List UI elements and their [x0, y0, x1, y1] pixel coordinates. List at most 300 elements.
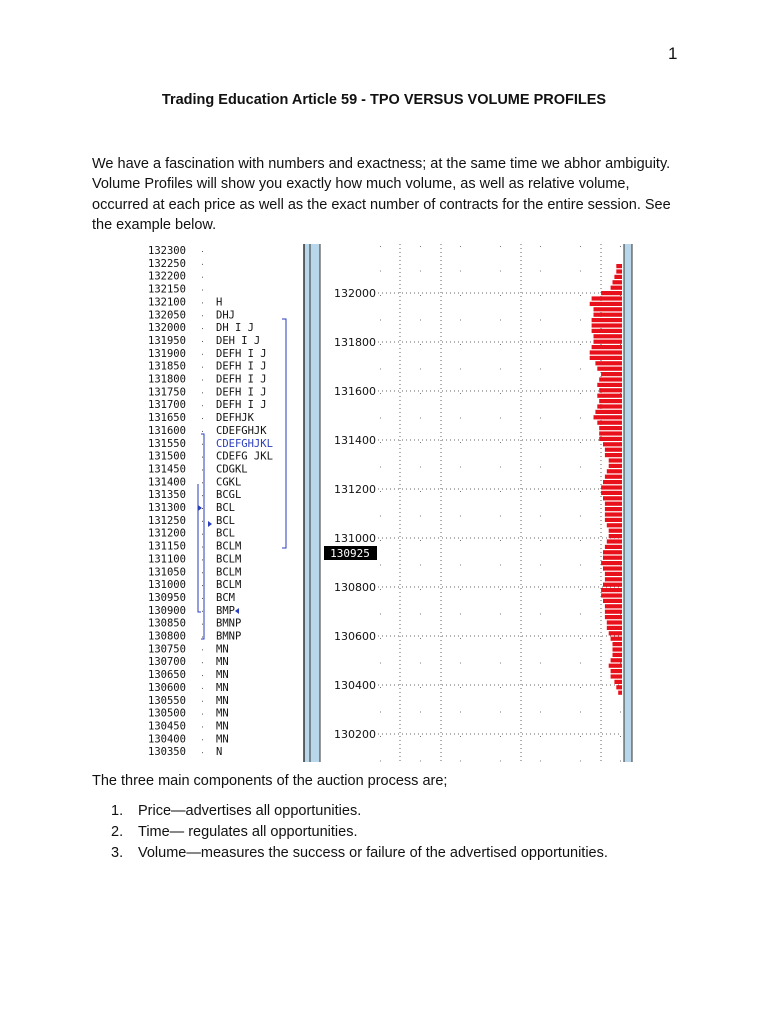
volume-bar: [597, 394, 622, 398]
axis-label: 131600: [334, 385, 376, 398]
grid-dot: [460, 736, 461, 737]
grid-dot: [420, 565, 421, 566]
grid-dot: [500, 393, 501, 394]
grid-dot: [460, 589, 461, 590]
grid-dot: [460, 614, 461, 615]
grid-dot: [460, 418, 461, 419]
volume-bar: [605, 610, 622, 614]
grid-dot: [500, 442, 501, 443]
tpo-letters: MN: [216, 707, 229, 720]
tpo-dot: [202, 714, 203, 715]
tpo-dot: [202, 508, 203, 509]
grid-dot: [380, 442, 381, 443]
volume-bar: [592, 318, 622, 322]
tpo-price: 130400: [148, 733, 186, 746]
tpo-price: 132200: [148, 270, 186, 283]
grid-dot: [620, 344, 621, 345]
axis-label: 131800: [334, 336, 376, 349]
grid-dot: [460, 393, 461, 394]
tpo-letters: BCLM: [216, 566, 242, 579]
tpo-dot: [202, 521, 203, 522]
volume-bar: [603, 442, 622, 446]
volume-bar: [592, 323, 622, 327]
volume-bar: [616, 269, 622, 273]
grid-dot: [420, 320, 421, 321]
grid-dot: [420, 516, 421, 517]
grid-dot: [380, 638, 381, 639]
tpo-price: 130950: [148, 591, 186, 604]
grid-dot: [540, 369, 541, 370]
grid-dot: [460, 442, 461, 443]
tpo-price: 132250: [148, 257, 186, 270]
volume-bar: [597, 421, 622, 425]
volume-bar: [613, 642, 623, 646]
volume-bar: [603, 556, 622, 560]
volume-bar: [597, 383, 622, 387]
grid-dot: [420, 540, 421, 541]
volume-bar: [594, 307, 623, 311]
volume-bar: [611, 637, 622, 641]
grid-dot: [500, 540, 501, 541]
volume-bar: [607, 626, 622, 630]
tpo-letters: BCLM: [216, 579, 242, 592]
tpo-price: 130350: [148, 746, 186, 759]
tpo-letters: N: [216, 746, 223, 759]
volume-bar: [599, 437, 622, 441]
tpo-dot: [202, 649, 203, 650]
tpo-dot: [202, 418, 203, 419]
volume-bar: [603, 599, 622, 603]
tpo-dot: [202, 354, 203, 355]
list-item: 2. Time— regulates all opportunities.: [111, 824, 358, 840]
grid-dot: [380, 344, 381, 345]
volume-grid: [380, 244, 621, 762]
volume-bar: [605, 448, 622, 452]
tpo-letters: DEFH I J: [216, 386, 267, 399]
tpo-dot: [202, 534, 203, 535]
grid-dot: [500, 418, 501, 419]
tpo-letters: BCLM: [216, 553, 242, 566]
tpo-price: 131650: [148, 412, 186, 425]
grid-dot: [580, 736, 581, 737]
volume-bar: [599, 426, 622, 430]
grid-dot: [540, 442, 541, 443]
grid-dot: [420, 663, 421, 664]
grid-dot: [540, 565, 541, 566]
volume-bar: [605, 475, 622, 479]
grid-dot: [420, 271, 421, 272]
volume-bar: [603, 550, 622, 554]
list-item: 3. Volume—measures the success or failure of the advertised opportunities.: [111, 845, 608, 861]
grid-dot: [500, 491, 501, 492]
tpo-dot: [202, 341, 203, 342]
grid-dot: [580, 687, 581, 688]
volume-bar: [607, 539, 622, 543]
grid-dot: [540, 712, 541, 713]
tpo-dot: [202, 457, 203, 458]
tpo-price: 131300: [148, 502, 186, 514]
volume-bar: [592, 345, 622, 349]
tpo-dot: [202, 392, 203, 393]
page-number: 1: [668, 44, 678, 63]
volume-bar: [590, 302, 622, 306]
grid-dot: [380, 540, 381, 541]
volume-bar: [609, 529, 622, 533]
grid-dot: [540, 491, 541, 492]
tpo-dot: [202, 675, 203, 676]
tpo-price: 130600: [148, 681, 186, 694]
volume-bar: [594, 334, 623, 338]
axis-label: 131200: [334, 483, 376, 496]
list-item: 1. Price—advertises all opportunities.: [111, 803, 362, 819]
volume-bar: [603, 496, 622, 500]
grid-dot: [500, 565, 501, 566]
volume-bar: [595, 410, 622, 414]
tpo-price: 130850: [148, 617, 186, 630]
tpo-price: 130450: [148, 720, 186, 733]
tpo-price: 131050: [148, 566, 186, 579]
grid-dot: [500, 761, 501, 762]
tpo-dot: [202, 431, 203, 432]
volume-bar: [618, 691, 622, 695]
grid-dot: [620, 712, 621, 713]
grid-dot: [540, 320, 541, 321]
grid-dot: [540, 467, 541, 468]
tpo-dot: [202, 585, 203, 586]
tpo-dot: [202, 547, 203, 548]
grid-dot: [580, 320, 581, 321]
grid-dot: [380, 393, 381, 394]
volume-bar: [601, 593, 622, 597]
volume-bar: [607, 523, 622, 527]
grid-dot: [420, 638, 421, 639]
volume-bar: [601, 372, 622, 376]
grid-dot: [460, 295, 461, 296]
grid-dot: [540, 687, 541, 688]
grid-dot: [580, 638, 581, 639]
grid-dot: [580, 442, 581, 443]
volume-bar: [599, 399, 622, 403]
intro-paragraph: We have a fascination with numbers and exactness; at the same time we abhor ambiguity. Volume Profiles will show you exactly how much volume, as well as relative volume, occurred at each price as well as the exact number of contracts for the entire session. See the example below.: [92, 156, 671, 233]
tpo-price: 131550: [148, 437, 186, 450]
grid-dot: [580, 467, 581, 468]
tpo-dot: [202, 277, 203, 278]
volume-bar: [603, 583, 622, 587]
volume-bar: [605, 604, 622, 608]
grid-dot: [540, 516, 541, 517]
volume-bar: [609, 464, 622, 468]
tpo-dot: [202, 662, 203, 663]
tpo-letters: BMNP: [216, 617, 242, 630]
tpo-price: 131250: [148, 514, 186, 527]
grid-dot: [460, 491, 461, 492]
period-marker: [235, 608, 239, 614]
tpo-price: 130550: [148, 694, 186, 707]
tpo-dot: [202, 380, 203, 381]
tpo-price: 130500: [148, 707, 186, 720]
grid-dot: [580, 565, 581, 566]
grid-dot: [420, 369, 421, 370]
grid-dot: [580, 393, 581, 394]
grid-dot: [620, 736, 621, 737]
grid-dot: [380, 418, 381, 419]
grid-dot: [500, 369, 501, 370]
tpo-dot: [202, 688, 203, 689]
grid-dot: [540, 344, 541, 345]
grid-dot: [460, 320, 461, 321]
volume-bar: [597, 367, 622, 371]
axis-label: 130800: [334, 581, 376, 594]
tpo-letters: DH I J: [216, 322, 254, 335]
tpo-dot: [202, 624, 203, 625]
volume-bar: [605, 545, 622, 549]
grid-dot: [540, 418, 541, 419]
volume-bar: [601, 485, 622, 489]
tpo-price: 131750: [148, 386, 186, 399]
grid-dot: [380, 320, 381, 321]
tpo-letters: DHJ: [216, 309, 235, 322]
tpo-price: 131350: [148, 489, 186, 502]
grid-dot: [420, 246, 421, 247]
grid-dot: [580, 369, 581, 370]
grid-dot: [500, 736, 501, 737]
grid-dot: [380, 712, 381, 713]
tpo-price: 132050: [148, 309, 186, 322]
grid-dot: [380, 736, 381, 737]
grid-dot: [500, 295, 501, 296]
tpo-letters: DEFH I J: [216, 373, 267, 386]
tpo-price: 132150: [148, 283, 186, 296]
tpo-price: 131400: [148, 476, 186, 489]
volume-bar: [611, 669, 622, 673]
tpo-price: 130750: [148, 643, 186, 656]
tpo-letters: BMP: [216, 604, 235, 617]
grid-dot: [620, 761, 621, 762]
tpo-letters: CDGKL: [216, 463, 248, 476]
tpo-letters: MN: [216, 669, 229, 682]
grid-dot: [380, 491, 381, 492]
tpo-letters: CGKL: [216, 476, 242, 489]
tpo-letters: BCM: [216, 591, 235, 604]
tpo-dot: [202, 444, 203, 445]
axis-strip: [304, 244, 320, 762]
grid-dot: [580, 418, 581, 419]
grid-dot: [540, 393, 541, 394]
volume-bar: [605, 507, 622, 511]
right-axis-strip: [624, 244, 632, 762]
axis-label: 131000: [334, 532, 376, 545]
tpo-letters: CDEFG JKL: [216, 450, 273, 463]
volume-bar: [613, 647, 623, 651]
grid-dot: [500, 344, 501, 345]
grid-dot: [380, 516, 381, 517]
tpo-dot: [202, 637, 203, 638]
tpo-letters: BCL: [216, 514, 235, 527]
components-lead: The three main components of the auction process are;: [92, 773, 448, 789]
grid-dot: [580, 491, 581, 492]
grid-dot: [500, 663, 501, 664]
tpo-price: 131800: [148, 373, 186, 386]
volume-bar: [601, 291, 622, 295]
tpo-price: 130650: [148, 669, 186, 682]
volume-bar: [594, 340, 623, 344]
tpo-letters: MN: [216, 720, 229, 733]
grid-dot: [460, 467, 461, 468]
tpo-price: 131000: [148, 579, 186, 592]
tpo-dot: [202, 482, 203, 483]
tpo-price: 131100: [148, 553, 186, 566]
volume-bar: [609, 664, 622, 668]
volume-bar: [605, 502, 622, 506]
volume-bar: [614, 680, 622, 684]
tpo-letters: DEFH I J: [216, 399, 267, 412]
grid-dot: [580, 761, 581, 762]
grid-dot: [500, 589, 501, 590]
tpo-price: 131150: [148, 540, 186, 553]
volume-bar: [611, 658, 622, 662]
tpo-dot: [202, 726, 203, 727]
grid-dot: [420, 589, 421, 590]
poc-marker-upper: [198, 505, 202, 511]
tpo-dot: [202, 611, 203, 612]
tpo-letters: MN: [216, 656, 229, 669]
volume-bar: [590, 350, 622, 354]
tpo-price: 130900: [148, 604, 186, 617]
grid-dot: [380, 295, 381, 296]
tpo-letters: MN: [216, 733, 229, 746]
tpo-price: 131950: [148, 334, 186, 347]
grid-dot: [420, 467, 421, 468]
grid-dot: [460, 761, 461, 762]
tpo-dot: [202, 739, 203, 740]
tpo-letters: MN: [216, 643, 229, 656]
tpo-letters: MN: [216, 694, 229, 707]
volume-bar: [609, 631, 622, 635]
tpo-dot: [202, 752, 203, 753]
volume-bar: [614, 275, 622, 279]
tpo-profile: [148, 245, 273, 758]
volume-bar: [616, 685, 622, 689]
tpo-letters: H: [216, 296, 223, 309]
grid-dot: [380, 589, 381, 590]
grid-dot: [460, 687, 461, 688]
grid-dot: [420, 491, 421, 492]
grid-dot: [620, 663, 621, 664]
volume-bar: [605, 572, 622, 576]
poc-marker-lower: [208, 521, 212, 527]
volume-bar: [601, 561, 622, 565]
tpo-price: 131500: [148, 450, 186, 463]
volume-bar: [607, 620, 622, 624]
grid-dot: [540, 638, 541, 639]
grid-dot: [420, 736, 421, 737]
components-list: [92, 803, 608, 866]
grid-dot: [460, 638, 461, 639]
grid-dot: [380, 614, 381, 615]
axis-label: 130400: [334, 679, 376, 692]
tpo-letters: BCLM: [216, 540, 242, 553]
volume-bar: [599, 388, 622, 392]
volume-bar: [590, 356, 622, 360]
tpo-dot: [202, 559, 203, 560]
volume-bar: [594, 415, 623, 419]
grid-dot: [420, 295, 421, 296]
grid-dot: [420, 712, 421, 713]
tpo-dot: [202, 598, 203, 599]
grid-dot: [580, 246, 581, 247]
volume-bar: [592, 296, 622, 300]
tpo-letters: DEH I J: [216, 334, 261, 347]
tpo-letters: BMNP: [216, 630, 242, 643]
article-title: Trading Education Article 59 - TPO VERSUS VOLUME PROFILES: [161, 92, 607, 108]
grid-dot: [500, 614, 501, 615]
grid-dot: [460, 712, 461, 713]
grid-dot: [580, 344, 581, 345]
tpo-price: 131200: [148, 527, 186, 540]
axis-label: 132000: [334, 287, 376, 300]
grid-dot: [380, 467, 381, 468]
grid-dot: [380, 271, 381, 272]
tpo-price: 130800: [148, 630, 186, 643]
grid-dot: [500, 687, 501, 688]
tpo-letters: BCL: [216, 527, 235, 540]
volume-bar: [594, 313, 623, 317]
volume-bar: [605, 518, 622, 522]
volume-bars: [590, 264, 622, 695]
volume-bar: [601, 491, 622, 495]
grid-dot: [580, 295, 581, 296]
tpo-dot: [202, 572, 203, 573]
grid-dot: [500, 271, 501, 272]
grid-dot: [540, 761, 541, 762]
volume-bar: [592, 329, 622, 333]
volume-bar: [605, 615, 622, 619]
tpo-price: 131450: [148, 463, 186, 476]
tpo-volume-profile-figure: [144, 244, 636, 762]
grid-dot: [460, 369, 461, 370]
tpo-letters: DEFH I J: [216, 347, 267, 360]
grid-dot: [380, 761, 381, 762]
volume-bar: [601, 588, 622, 592]
grid-dot: [460, 663, 461, 664]
grid-dot: [540, 271, 541, 272]
grid-dot: [500, 320, 501, 321]
volume-bar: [609, 458, 622, 462]
tpo-letters: CDEFGHJK: [216, 424, 267, 437]
grid-dot: [580, 663, 581, 664]
grid-dot: [580, 516, 581, 517]
grid-dot: [420, 344, 421, 345]
tpo-price: 131700: [148, 399, 186, 412]
tpo-letters: CDEFGHJKL: [216, 437, 273, 450]
tpo-dot: [202, 469, 203, 470]
volume-bar: [595, 361, 622, 365]
tpo-dot: [202, 251, 203, 252]
grid-dot: [540, 589, 541, 590]
volume-bar: [605, 512, 622, 516]
tpo-letters: DEFH I J: [216, 360, 267, 373]
tpo-price: 131600: [148, 424, 186, 437]
grid-dot: [580, 271, 581, 272]
tpo-dot: [202, 495, 203, 496]
grid-dot: [420, 418, 421, 419]
axis-label: 130600: [334, 630, 376, 643]
tpo-letters: DEFHJK: [216, 412, 254, 425]
volume-bar: [616, 264, 622, 268]
grid-dot: [460, 565, 461, 566]
volume-bar: [603, 566, 622, 570]
volume-bar: [599, 377, 622, 381]
